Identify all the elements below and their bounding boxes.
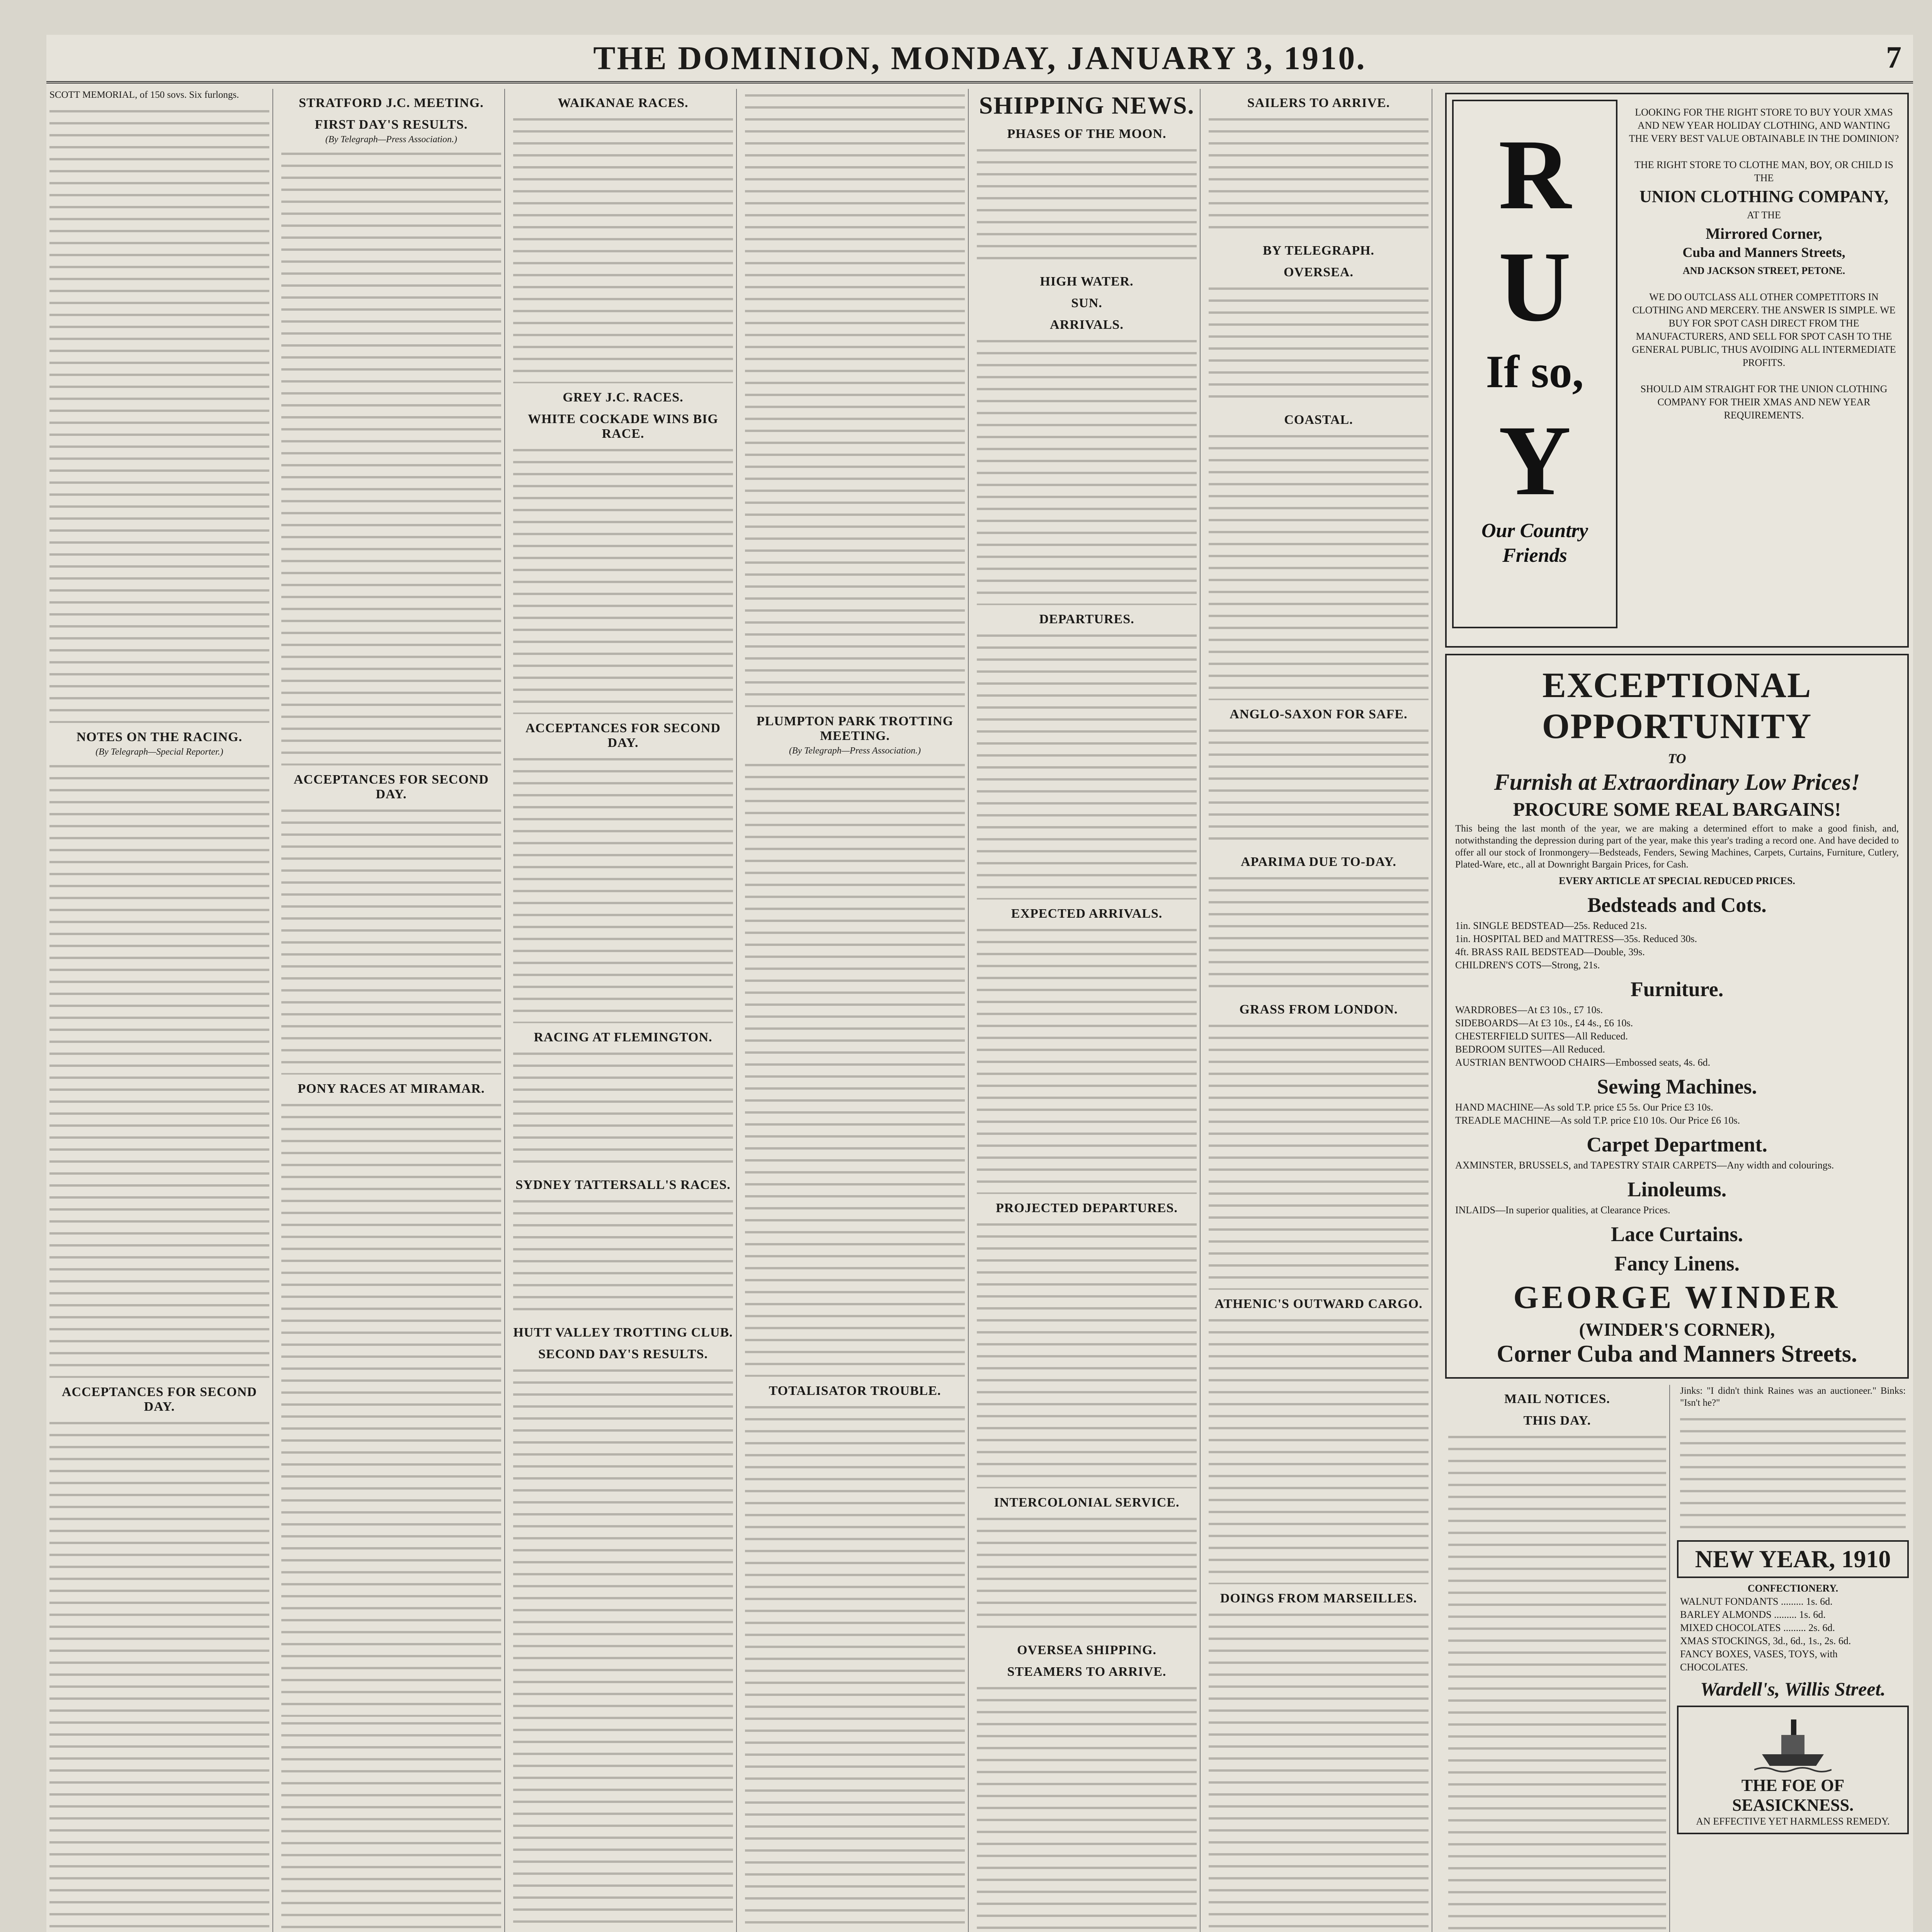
price-line: 1in. HOSPITAL BED and MATTRESS—35s. Reduced 30s. (1455, 933, 1697, 944)
jinks-anecdote: Jinks: "I didn't think Raines was an auctioneer." Binks: "Isn't he?" (1680, 1386, 1906, 1408)
store-corner: Mirrored Corner, (1706, 225, 1822, 242)
section-heading: NOTES ON THE RACING. (76, 730, 243, 744)
section-heading: SYDNEY TATTERSALL'S RACES. (515, 1178, 731, 1192)
price-line: 1in. SINGLE BEDSTEAD—25s. Reduced 21s. (1455, 920, 1647, 931)
masthead (46, 35, 1913, 83)
ad-copy: SHOULD AIM STRAIGHT FOR THE UNION CLOTHING COMPANY FOR THEIR XMAS AND NEW YEAR REQUIREMENTS. (1640, 383, 1888, 421)
text-block (49, 760, 269, 1378)
text-block (1209, 282, 1429, 406)
price-line: WARDROBES—At £3 10s., £7 10s. (1455, 1004, 1603, 1015)
price-line: BARLEY ALMONDS ......... 1s. 6d. (1680, 1609, 1826, 1620)
letter-u: U (1498, 231, 1571, 342)
price-line: CHESTERFIELD SUITES—All Reduced. (1455, 1031, 1628, 1042)
section-subheading: WHITE COCKADE WINS BIG RACE. (528, 412, 718, 441)
byline: (By Telegraph—Press Association.) (789, 746, 921, 756)
store-name: UNION CLOTHING COMPANY, (1639, 187, 1889, 206)
price-line: XMAS STOCKINGS, 3d., 6d., 1s., 2s. 6d. (1680, 1635, 1851, 1646)
text-block (1209, 872, 1429, 995)
price-line: WALNUT FONDANTS ......... 1s. 6d. (1680, 1596, 1833, 1607)
section-heading: EXPECTED ARRIVALS. (1011, 906, 1163, 921)
section-heading: OVERSEA SHIPPING. (1017, 1643, 1156, 1657)
text-block (1209, 724, 1429, 848)
section-sewing-machines: Sewing Machines. (1597, 1075, 1757, 1098)
page-number: 7 (1886, 41, 1901, 75)
new-year-subtitle: CONFECTIONERY. (1747, 1583, 1838, 1594)
text-block (1680, 1413, 1906, 1536)
union-clothing-ad (1445, 93, 1909, 648)
ad-subhead: PROCURE SOME REAL BARGAINS! (1513, 798, 1841, 820)
section-linoleums: Linoleums. (1627, 1178, 1727, 1201)
ad-copy: THE RIGHT STORE TO CLOTHE MAN, BOY, OR CHILD IS THE (1634, 159, 1894, 184)
section-furniture: Furniture. (1630, 978, 1724, 1001)
section-heading: RACING AT FLEMINGTON. (534, 1030, 713, 1044)
shipping-news-title: SHIPPING NEWS. (979, 92, 1195, 119)
ad-subhead: Furnish at Extraordinary Low Prices! (1494, 769, 1860, 795)
section-heading: SUN. (1071, 296, 1102, 310)
advertisement-column (1445, 89, 1909, 1932)
ad-copy: AT THE (1747, 209, 1781, 221)
section-heading: PONY RACES AT MIRAMAR. (298, 1082, 485, 1096)
ship-illustration (1754, 1712, 1832, 1774)
text-block (1209, 430, 1429, 700)
column-1 (46, 89, 273, 1932)
price-line: INLAIDS—In superior qualities, at Clearance Prices. (1455, 1204, 1670, 1216)
price-line: HAND MACHINE—As sold T.P. price £5 5s. Our Price £3 10s. (1455, 1102, 1713, 1113)
advertiser-subname: (WINDER'S CORNER), (1579, 1320, 1775, 1340)
section-subheading: SECOND DAY'S RESULTS. (538, 1347, 708, 1361)
section-heading: GRASS FROM LONDON. (1239, 1002, 1398, 1017)
section-heading: PROJECTED DEPARTURES. (996, 1201, 1178, 1215)
price-line: SIDEBOARDS—At £3 10s., £4 4s., £6 10s. (1455, 1017, 1633, 1029)
section-heading: MAIL NOTICES. (1504, 1392, 1610, 1406)
section-heading: GREY J.C. RACES. (563, 390, 684, 405)
text-block (49, 1417, 269, 1932)
section-heading: STRATFORD J.C. MEETING. (299, 96, 484, 110)
text-block (1209, 1019, 1429, 1290)
if-so-text: If so, (1486, 346, 1584, 397)
section-heading: ACCEPTANCES FOR SECOND DAY. (62, 1385, 257, 1414)
masthead-title: THE DOMINION, MONDAY, JANUARY 3, 1910. (593, 39, 1366, 77)
text-block (977, 1218, 1197, 1488)
lower-ads (1445, 1385, 1909, 1932)
news-columns (46, 89, 1913, 1932)
seasickness-ad (1677, 1706, 1909, 1834)
section-heading: HIGH WATER. (1040, 274, 1134, 289)
ad-copy: LOOKING FOR THE RIGHT STORE TO BUY YOUR XMAS AND NEW YEAR HOLIDAY CLOTHING, AND WANTING THE VERY BEST VALUE OBTAINABLE IN THE DOMINION? (1629, 107, 1899, 144)
store-streets: Cuba and Manners Streets, (1682, 245, 1845, 260)
ad-copy: WE DO OUTCLASS ALL OTHER COMPETITORS IN CLOTHING AND MERCERY. THE ANSWER IS SIMPLE. WE BUY FOR SPOT CASH DIRECT FROM THE MANUFACTURERS, AND SELL FOR SPOT CASH TO THE GENERAL PUBLIC, THUS AVOIDING ALL INTERMEDIATE PROFITS. (1632, 291, 1896, 368)
section-heading: OVERSEA. (1284, 265, 1354, 279)
race-entry: SCOTT MEMORIAL, of 150 sovs. Six furlongs. (49, 90, 239, 100)
section-heading: COASTAL. (1284, 413, 1353, 427)
text-block (281, 1099, 501, 1717)
text-block (513, 1047, 733, 1171)
text-block (281, 804, 501, 1075)
section-heading: PHASES OF THE MOON. (1007, 127, 1167, 141)
section-subheading: THIS DAY. (1523, 1413, 1591, 1428)
section-carpets: Carpet Department. (1587, 1133, 1767, 1156)
section-heading: ACCEPTANCES FOR SECOND DAY. (294, 772, 489, 801)
price-line: AXMINSTER, BRUSSELS, and TAPESTRY STAIR CARPETS—Any width and colourings. (1455, 1160, 1834, 1171)
section-fancy-linens: Fancy Linens. (1614, 1252, 1740, 1275)
section-heading: STEAMERS TO ARRIVE. (1007, 1665, 1167, 1679)
column-3 (510, 89, 737, 1932)
text-block (513, 113, 733, 383)
store-branch: AND JACKSON STREET, PETONE. (1682, 265, 1845, 276)
country-friends-tagline: Our Country Friends (1481, 520, 1588, 566)
price-line: FANCY BOXES, VASES, TOYS, with CHOCOLATES. (1680, 1648, 1838, 1673)
section-heading: PLUMPTON PARK TROTTING MEETING. (756, 714, 954, 743)
section-subheading: FIRST DAY'S RESULTS. (315, 117, 468, 132)
ad-headline: EXCEPTIONAL OPPORTUNITY (1542, 665, 1812, 746)
text-block (513, 1364, 733, 1932)
text-block (513, 753, 733, 1023)
section-heading: SAILERS TO ARRIVE. (1247, 96, 1390, 110)
price-line: AUSTRIAN BENTWOOD CHAIRS—Embossed seats, 4s. 6d. (1455, 1057, 1711, 1068)
ad-subhead: TO (1668, 751, 1686, 766)
section-heading: DOINGS FROM MARSEILLES. (1220, 1591, 1417, 1605)
text-block (745, 89, 965, 707)
section-heading: INTERCOLONIAL SERVICE. (994, 1495, 1180, 1510)
price-line: MIXED CHOCOLATES ......... 2s. 6d. (1680, 1622, 1835, 1633)
ad-intro: This being the last month of the year, we are making a determined effort to make a good finish, and, notwithstanding the depression during part of the year, make this year's trading a record one. And have decided to offer all our stock of Ironmongery—Bedsteads, Fenders, Sewing Machines, Carpets, Curtains, Furniture, Cutlery, Plated-Ware, etc., all at Downright Bargain Prices, for Cash. (1455, 823, 1899, 870)
seasickness-subtitle: AN EFFECTIVE YET HARMLESS REMEDY. (1696, 1816, 1890, 1827)
section-bedsteads: Bedsteads and Cots. (1587, 893, 1767, 917)
ruy-letter-box (1452, 100, 1617, 628)
section-heading: ANGLO-SAXON FOR SAFE. (1230, 707, 1408, 721)
section-heading: ATHENIC'S OUTWARD CARGO. (1214, 1297, 1423, 1311)
text-block (977, 144, 1197, 267)
text-block (745, 1401, 965, 1932)
price-line: BEDROOM SUITES—All Reduced. (1455, 1044, 1605, 1055)
section-heading: APARIMA DUE TO-DAY. (1241, 855, 1396, 869)
price-line: CHILDREN'S COTS—Strong, 21s. (1455, 959, 1600, 971)
text-block (745, 759, 965, 1377)
advertiser-address: Corner Cuba and Manners Streets. (1497, 1341, 1857, 1367)
section-heading: DEPARTURES. (1039, 612, 1134, 626)
section-lace-curtains: Lace Curtains. (1611, 1223, 1743, 1246)
text-block (513, 1195, 733, 1318)
byline: (By Telegraph—Special Reporter.) (95, 747, 223, 757)
wardells-brand: Wardell's, Willis Street. (1700, 1678, 1886, 1700)
text-block (1209, 1608, 1429, 1932)
section-heading: HUTT VALLEY TROTTING CLUB. (513, 1325, 733, 1340)
text-block (281, 147, 501, 765)
text-block (977, 923, 1197, 1194)
column-4 (742, 89, 969, 1932)
price-line: 4ft. BRASS RAIL BEDSTEAD—Double, 39s. (1455, 946, 1645, 957)
text-block (1448, 1430, 1666, 1932)
column-5 (974, 89, 1201, 1932)
byline: (By Telegraph—Press Association.) (325, 134, 457, 145)
letter-y: Y (1498, 405, 1571, 516)
section-heading: TOTALISATOR TROUBLE. (769, 1384, 941, 1398)
section-heading: ARRIVALS. (1050, 318, 1124, 332)
advertiser-name: GEORGE WINDER (1513, 1279, 1841, 1315)
union-clothing-copy (1628, 106, 1900, 422)
text-block (977, 1682, 1197, 1932)
seasickness-title: THE FOE OF SEASICKNESS. (1732, 1776, 1854, 1815)
text-block (281, 1717, 501, 1932)
george-winder-ad (1445, 654, 1909, 1379)
text-block (1209, 113, 1429, 236)
price-line: TREADLE MACHINE—As sold T.P. price £10 10s. Our Price £6 10s. (1455, 1115, 1740, 1126)
letter-r: R (1498, 119, 1571, 230)
text-block (1209, 1314, 1429, 1584)
text-block (49, 105, 269, 723)
column-2 (278, 89, 505, 1932)
text-block (513, 444, 733, 714)
text-block (977, 1512, 1197, 1636)
section-heading: ACCEPTANCES FOR SECOND DAY. (526, 721, 721, 750)
column-6 (1206, 89, 1432, 1932)
text-block (977, 335, 1197, 605)
text-block (977, 629, 1197, 900)
new-year-title: NEW YEAR, 1910 (1677, 1540, 1909, 1578)
right-ads (1677, 1385, 1909, 1932)
mail-notices (1445, 1385, 1670, 1932)
section-heading: BY TELEGRAPH. (1263, 243, 1374, 258)
section-heading: WAIKANAE RACES. (558, 96, 689, 110)
newspaper-page (46, 35, 1913, 1932)
ad-intro: EVERY ARTICLE AT SPECIAL REDUCED PRICES. (1559, 875, 1795, 886)
